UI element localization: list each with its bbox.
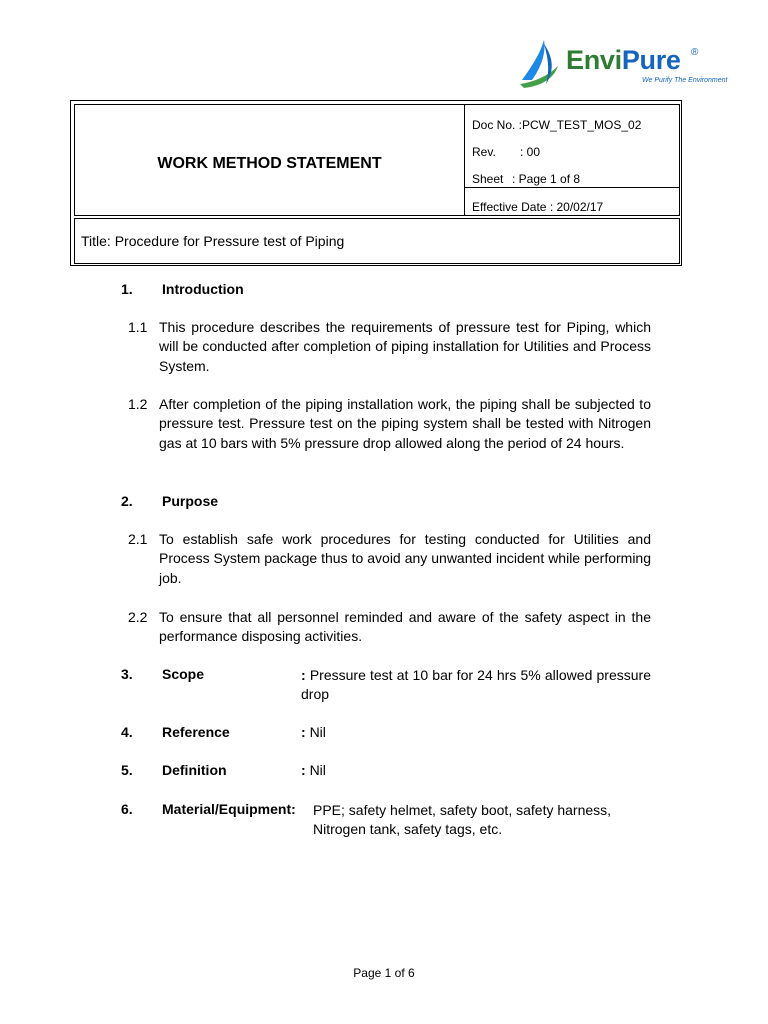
reference-value bbox=[301, 724, 326, 740]
paragraph-1-1-number: 1.1 bbox=[128, 319, 148, 335]
effective-date-cell bbox=[464, 187, 680, 216]
paragraph-2-2-number: 2.2 bbox=[128, 609, 148, 625]
reference-text: Nil bbox=[309, 724, 326, 740]
section-5-title: Definition bbox=[162, 762, 227, 778]
sheet bbox=[472, 172, 580, 186]
logo-swirl-icon bbox=[518, 36, 566, 90]
reference-colon: : bbox=[301, 724, 306, 740]
doc-title-cell bbox=[74, 104, 465, 216]
paragraph-2-2 bbox=[128, 608, 651, 647]
revision bbox=[472, 145, 540, 159]
section-4-number: 4. bbox=[121, 724, 133, 740]
paragraph-2-1-text: To establish safe work procedures for testing conducted for Utilities and Process System package thus to avoid any unwanted incident while performing job. bbox=[159, 531, 651, 586]
definition-value bbox=[301, 762, 326, 778]
procedure-title: Title: Procedure for Pressure test of Piping bbox=[81, 233, 345, 249]
scope-value bbox=[301, 666, 651, 705]
definition-colon: : bbox=[301, 762, 306, 778]
page-number-footer: Page 1 of 6 bbox=[353, 966, 415, 980]
section-3-number: 3. bbox=[121, 666, 133, 682]
paragraph-1-1-text: This procedure describes the requirements of pressure test for Piping, which will be conducted after completion of piping installation for Utilities and Process System. bbox=[159, 319, 651, 374]
paragraph-1-1 bbox=[128, 318, 651, 376]
document-title: WORK METHOD STATEMENT bbox=[157, 155, 382, 172]
definition-text: Nil bbox=[309, 762, 326, 778]
paragraph-2-2-text: To ensure that all personnel reminded and aware of the safety aspect in the performance disposing activities. bbox=[159, 609, 651, 645]
section-1-title: Introduction bbox=[162, 281, 244, 297]
section-5-number: 5. bbox=[121, 762, 133, 778]
revision-label: Rev. bbox=[472, 145, 496, 159]
paragraph-1-2-number: 1.2 bbox=[128, 396, 148, 412]
logo-envi: Envi bbox=[566, 45, 622, 75]
scope-text: Pressure test at 10 bar for 24 hrs 5% allowed pressure drop bbox=[301, 667, 651, 703]
section-2-number: 2. bbox=[121, 493, 133, 509]
logo-registered-mark: ® bbox=[691, 47, 699, 58]
envipure-logo bbox=[518, 36, 728, 90]
paragraph-1-2 bbox=[128, 395, 651, 453]
section-6-number: 6. bbox=[121, 801, 133, 817]
doc-info-cell bbox=[464, 104, 680, 188]
paragraph-1-2-text: After completion of the piping installation work, the piping shall be subjected to pressure test. Pressure test on the piping system shall be tested with Nitrogen gas at 10 bars with 5% pressure drop allowed along the period of 24 hours. bbox=[159, 396, 651, 451]
section-6-title: Material/Equipment: bbox=[162, 801, 296, 817]
section-2-title: Purpose bbox=[162, 493, 219, 509]
sheet-label: Sheet bbox=[472, 172, 504, 186]
logo-tagline: We Purify The Environment bbox=[642, 77, 728, 84]
scope-colon: : bbox=[301, 667, 306, 683]
section-1-number: 1. bbox=[121, 281, 133, 297]
material-equipment-value: PPE; safety helmet, safety boot, safety harness, Nitrogen tank, safety tags, etc. bbox=[313, 802, 612, 838]
doc-number: Doc No. :PCW_TEST_MOS_02 bbox=[472, 118, 642, 132]
revision-value: : 00 bbox=[520, 145, 541, 159]
procedure-title-cell bbox=[74, 218, 680, 264]
logo-wordmark bbox=[566, 45, 681, 75]
section-4-title: Reference bbox=[162, 724, 230, 740]
paragraph-2-1 bbox=[128, 530, 651, 588]
effective-date: Effective Date : 20/02/17 bbox=[472, 200, 604, 214]
section-3-title: Scope bbox=[162, 666, 205, 682]
document-header-table bbox=[70, 100, 682, 266]
logo-pure: Pure bbox=[621, 45, 681, 75]
paragraph-2-1-number: 2.1 bbox=[128, 531, 148, 547]
sheet-value: : Page 1 of 8 bbox=[512, 172, 581, 186]
